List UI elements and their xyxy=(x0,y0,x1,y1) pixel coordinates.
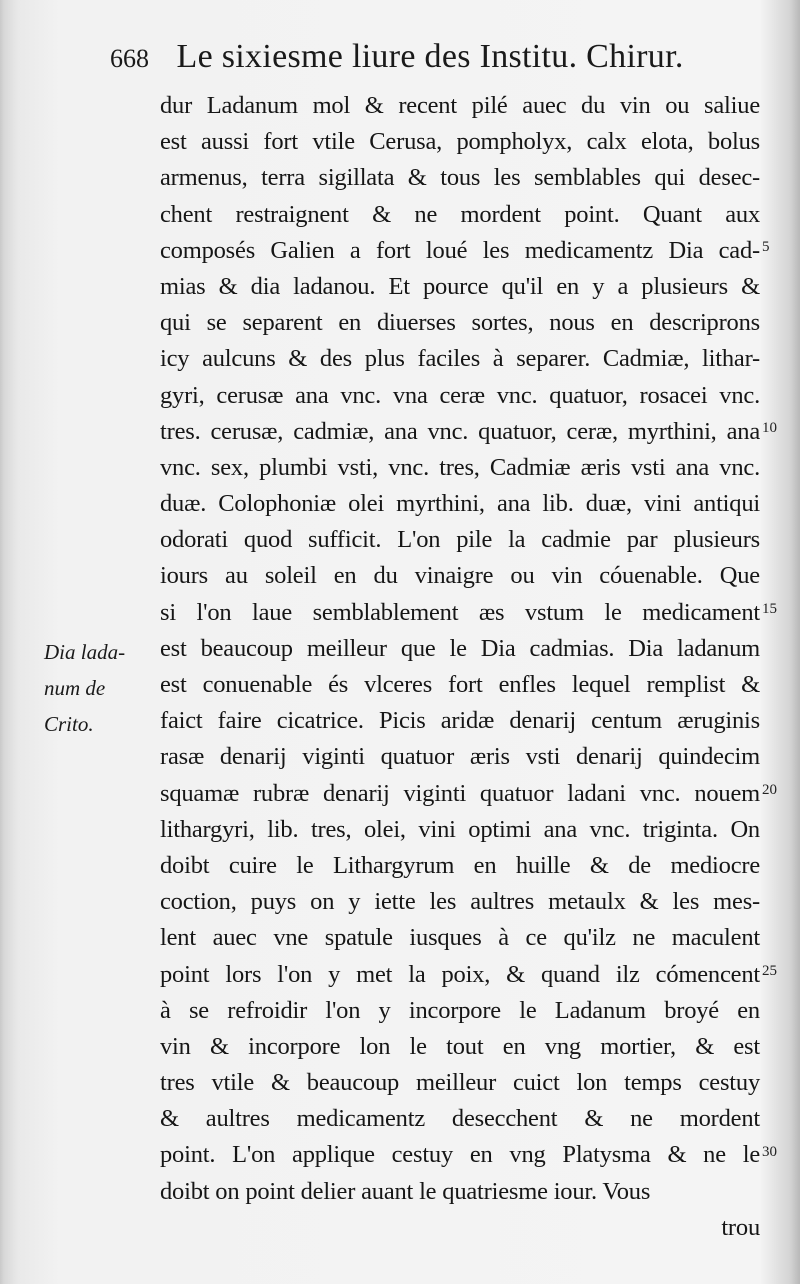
text-line: gyri, cerusæ ana vnc. vna ceræ vnc. quatuor, rosacei vnc. xyxy=(160,381,760,409)
line-number: 25 xyxy=(762,962,777,979)
running-header xyxy=(110,38,730,76)
text-line: si l'on laue semblablement æs vstum le medicament xyxy=(160,598,760,626)
text-line: coction, puys on y iette les aultres metaulx & les mes- xyxy=(160,888,760,916)
text-line: mias & dia ladanou. Et pource qu'il en y a plusieurs & xyxy=(160,272,760,300)
margin-note xyxy=(44,634,156,743)
running-title: Le sixiesme liure des Institu. Chirur. xyxy=(176,38,684,75)
text-line: à se refroidir l'on y incorpore le Ladanum broyé en xyxy=(160,996,760,1024)
text-line: odorati quod sufficit. L'on pile la cadmie par plusieurs xyxy=(160,526,760,554)
bleed-through-text xyxy=(22,392,27,413)
text-line: point. L'on applique cestuy en vng Platysma & ne le xyxy=(160,1141,760,1169)
text-line: lithargyri, lib. tres, olei, vini optimi ana vnc. triginta. On xyxy=(160,815,760,843)
text-line: duæ. Colophoniæ olei myrthini, ana lib. duæ, vini antiqui xyxy=(160,490,760,518)
text-line: tres vtile & beaucoup meilleur cuict lon temps cestuy xyxy=(160,1069,760,1097)
text-line: dur Ladanum mol & recent pilé auec du vin ou saliue xyxy=(160,92,760,119)
text-line: icy aulcuns & des plus faciles à separer. Cadmiæ, lithar- xyxy=(160,345,760,373)
page-number: 668 xyxy=(110,44,149,73)
line-number: 10 xyxy=(762,419,777,436)
text-line: vnc. sex, plumbi vsti, vnc. tres, Cadmiæ æris vsti ana vnc. xyxy=(160,453,760,481)
margin-note-line: num de xyxy=(44,676,106,701)
catchword: trou xyxy=(721,1213,760,1241)
margin-note-line: Dia lada- xyxy=(44,640,126,664)
text-line: vin & incorpore lon le tout en vng mortier, & est xyxy=(160,1032,760,1060)
line-number: 5 xyxy=(762,238,770,255)
text-line: doibt cuire le Lithargyrum en huille & de mediocre xyxy=(160,851,760,879)
text-line: chent restraignent & ne mordent point. Quant aux xyxy=(160,200,760,228)
line-number: 20 xyxy=(762,781,777,798)
text-line: & aultres medicamentz desecchent & ne mordent xyxy=(160,1105,760,1133)
text-line: est conuenable és vlceres fort enfles lequel remplist & xyxy=(160,671,760,698)
text-line: iours au soleil en du vinaigre ou vin cóuenable. Que xyxy=(160,562,760,590)
text-line: qui se separent en diuerses sortes, nous en descriprons xyxy=(160,309,760,337)
text-line: tres. cerusæ, cadmiæ, ana vnc. quatuor, ceræ, myrthini, ana xyxy=(160,417,760,445)
text-line: est aussi fort vtile Cerusa, pompholyx, calx elota, bolus xyxy=(160,128,760,156)
main-text-block xyxy=(160,88,760,1246)
line-number: 15 xyxy=(762,600,777,617)
text-line: est beaucoup meilleur que le Dia cadmias. Dia ladanum xyxy=(160,634,760,662)
text-line: squamæ rubræ denarij viginti quatuor ladani vnc. nouem xyxy=(160,779,760,807)
line-number: 30 xyxy=(762,1143,777,1160)
margin-note-line: Crito. xyxy=(44,712,94,737)
text-line: lent auec vne spatule iusques à ce qu'ilz ne maculent xyxy=(160,924,760,952)
text-line: doibt on point delier auant le quatriesme iour. Vous xyxy=(160,1177,651,1205)
text-line: rasæ denarij viginti quatuor æris vsti denarij quindecim xyxy=(160,743,760,771)
text-line: composés Galien a fort loué les medicamentz Dia cad- xyxy=(160,236,760,264)
text-line: point lors l'on y met la poix, & quand ilz cómencent xyxy=(160,960,760,988)
text-line: armenus, terra sigillata & tous les semblables qui desec- xyxy=(160,164,760,192)
text-line: faict faire cicatrice. Picis aridæ denarij centum æruginis xyxy=(160,707,760,735)
